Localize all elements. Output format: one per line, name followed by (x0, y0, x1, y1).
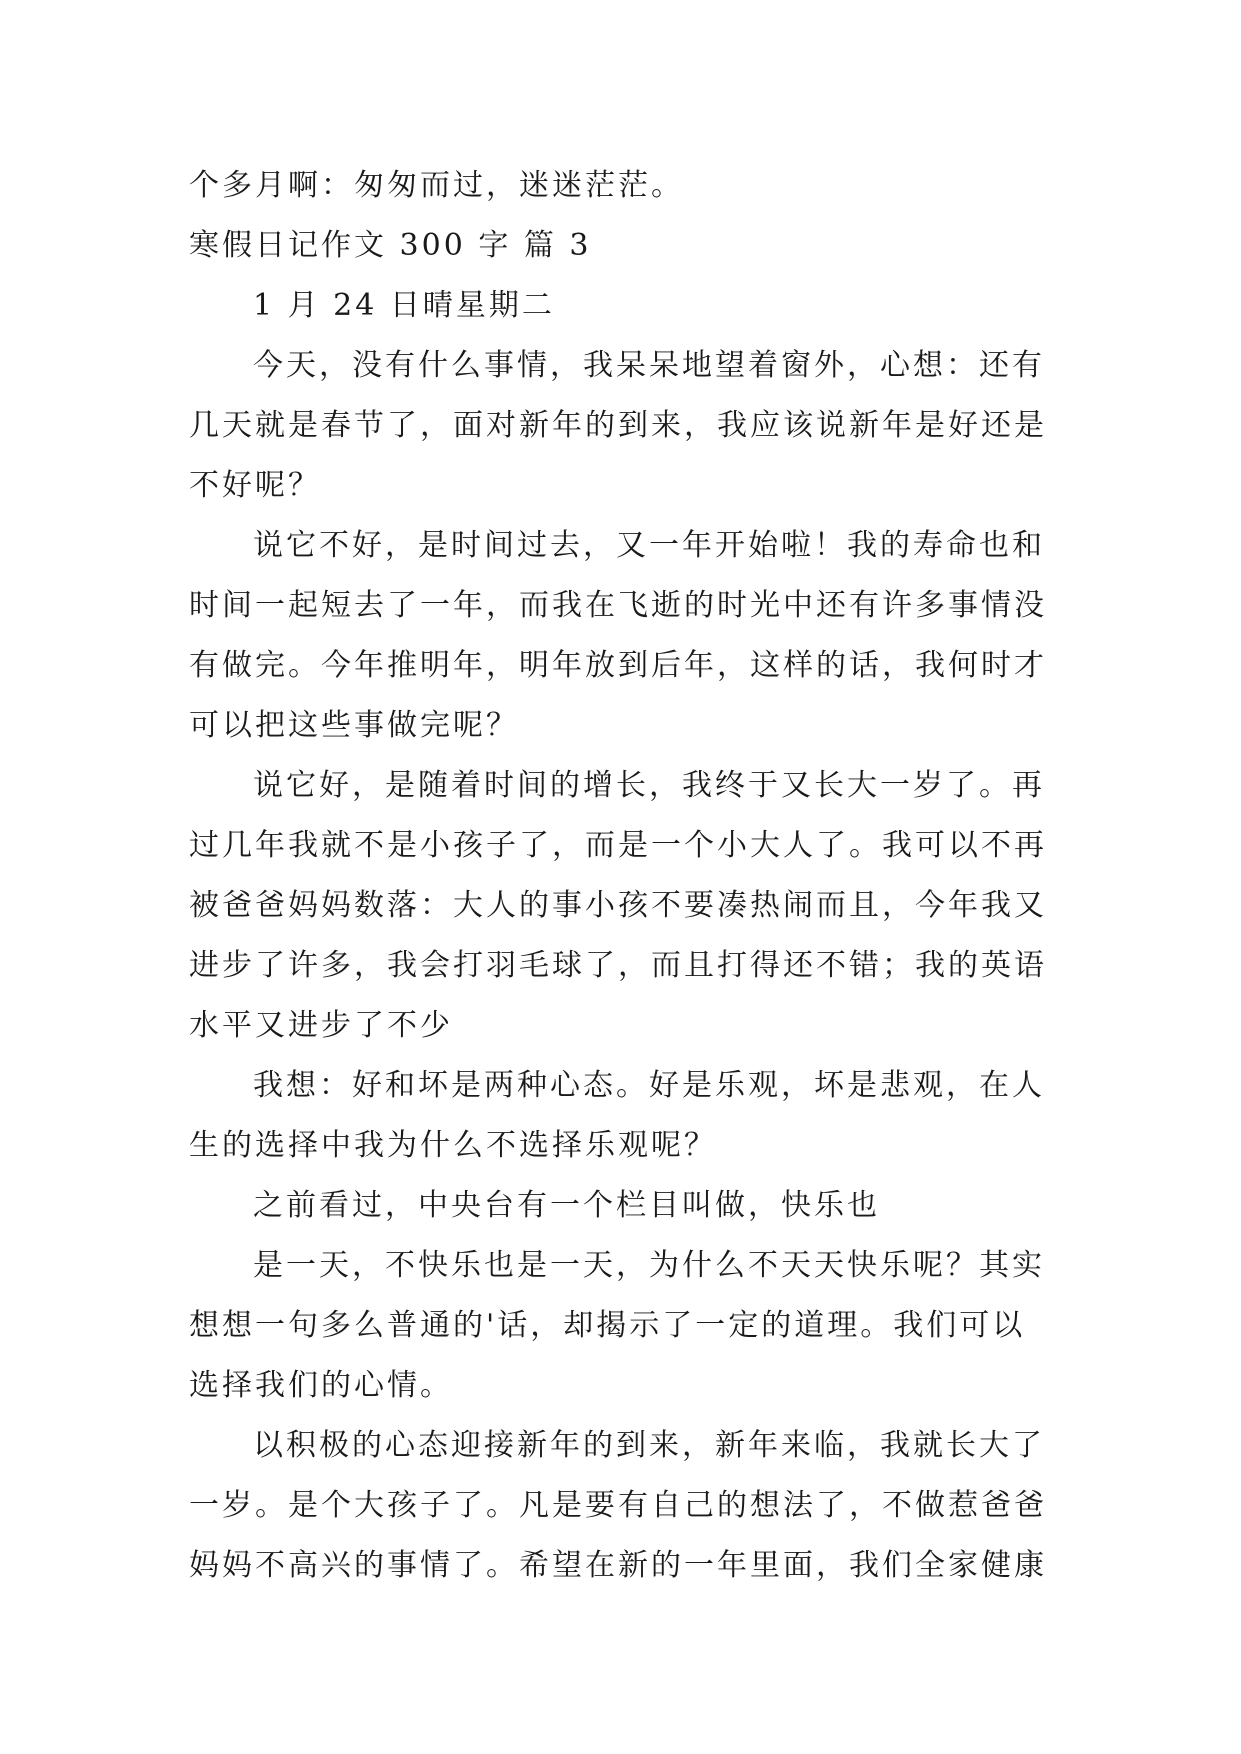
text-line: 生的选择中我为什么不选择乐观呢？ (189, 1128, 717, 1163)
text-line: 是一天，不快乐也是一天，为什么不天天快乐呢？其实 (253, 1248, 1045, 1283)
text-line: 今天，没有什么事情，我呆呆地望着窗外，心想：还有 (253, 348, 1045, 383)
text-line: 几天就是春节了，面对新年的到来，我应该说新年是好还是 (189, 408, 1047, 443)
text-line: 过几年我就不是小孩子了，而是一个小大人了。我可以不再 (189, 828, 1047, 863)
text-line: 水平又进步了不少 (189, 1008, 453, 1043)
section-heading: 寒假日记作文 300 字 篇 3 (189, 228, 592, 263)
text-line: 1 月 24 日晴星期二 (253, 288, 555, 323)
text-line: 说它不好，是时间过去，又一年开始啦！我的寿命也和 (253, 528, 1045, 563)
text-line: 说它好，是随着时间的增长，我终于又长大一岁了。再 (253, 768, 1045, 803)
text-line: 被爸爸妈妈数落：大人的事小孩不要凑热闹而且，今年我又 (189, 888, 1047, 923)
text-line: 以积极的心态迎接新年的到来，新年来临，我就长大了 (253, 1428, 1045, 1463)
text-line: 选择我们的心情。 (189, 1368, 453, 1403)
text-line: 个多月啊：匆匆而过，迷迷茫茫。 (189, 168, 684, 203)
text-line: 之前看过，中央台有一个栏目叫做，快乐也 (253, 1188, 880, 1223)
text-line: 可以把这些事做完呢？ (189, 708, 519, 743)
text-line: 进步了许多，我会打羽毛球了，而且打得还不错；我的英语 (189, 948, 1047, 983)
text-line: 有做完。今年推明年，明年放到后年，这样的话，我何时才 (189, 648, 1047, 683)
text-line: 时间一起短去了一年，而我在飞逝的时光中还有许多事情没 (189, 588, 1047, 623)
text-line: 我想：好和坏是两种心态。好是乐观，坏是悲观，在人 (253, 1068, 1045, 1103)
text-line: 想想一句多么普通的'话，却揭示了一定的道理。我们可以 (189, 1308, 1026, 1343)
text-line: 一岁。是个大孩子了。凡是要有自己的想法了，不做惹爸爸 (189, 1488, 1047, 1523)
text-line: 不好呢？ (189, 468, 321, 503)
diary-text (189, 160, 1049, 1591)
text-line: 妈妈不高兴的事情了。希望在新的一年里面，我们全家健康 (189, 1548, 1047, 1583)
